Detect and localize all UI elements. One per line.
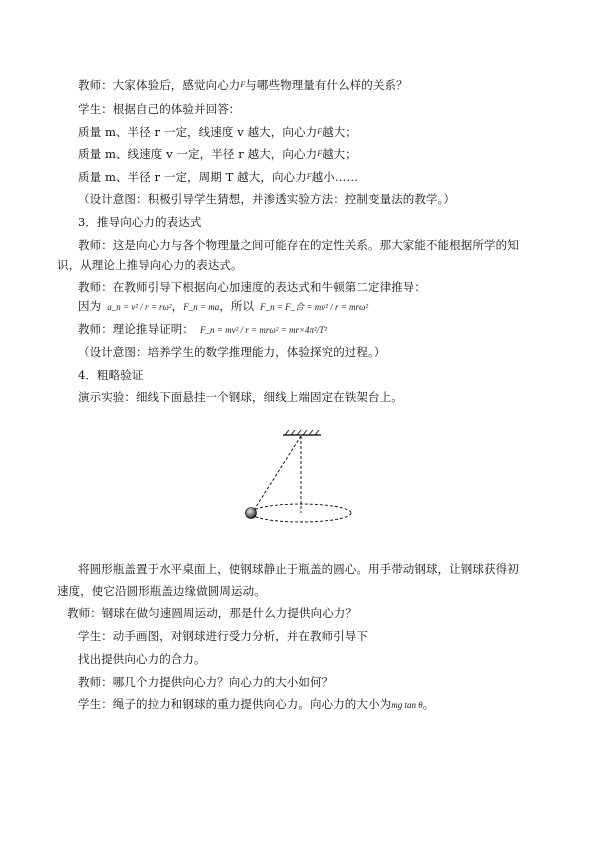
- paragraph-teacher-qualitative-cont: 识，从理论上推导向心力的表达式。: [57, 258, 243, 272]
- paragraph-student-answer: 学生：根据自己的体验并回答：: [78, 102, 241, 116]
- paragraph-teacher-ask-force: 教师：钢球在做匀速圆周运动，那是什么力提供向心力？: [67, 606, 357, 620]
- steel-ball: [246, 508, 257, 519]
- design-intent-1: （设计意图：积极引导学生猜想，并渗透实验方法：控制变量法的教学。）: [78, 192, 456, 206]
- paragraph-because: 因为 a_n = v² / r = rω²，F_n = ma，所以 F_n = F_合 = mv² / r = mrω²: [78, 299, 369, 313]
- conical-pendulum-diagram: [240, 430, 360, 530]
- paragraph-relation-2: 质量 m、线速度 v 一定，半径 r 越大，向心力F越大；: [78, 147, 357, 161]
- design-intent-2: （设计意图：培养学生的数学推理能力，体验探究的过程。）: [78, 345, 386, 359]
- formula-Fn-sum: F_n = F_合 = mv² / r = mrω²: [260, 302, 369, 312]
- formula-an: a_n = v² / r = rω²: [107, 302, 172, 312]
- paragraph-teacher-question: [78, 78, 408, 92]
- ceiling-support: [283, 430, 321, 435]
- paragraph-experiment: 将圆形瓶盖置于水平桌面上，使钢球静止于瓶盖的圆心。用手带动钢球，让钢球获得初: [78, 562, 519, 576]
- paragraph-relation-1: 质量 m、半径 r 一定，线速度 v 越大，向心力F越大；: [78, 125, 357, 139]
- section-heading-3: 3．推导向心力的表达式: [78, 215, 202, 229]
- text: 与哪些物理量有什么样的关系？: [245, 78, 408, 92]
- formula-F: F: [317, 127, 323, 136]
- formula-Fn-ma: F_n = ma: [183, 302, 220, 312]
- formula-mg-tan: mg tan θ: [391, 700, 423, 710]
- formula-Fn-full: F_n = mv² / r = mrω² = mr×4π²/T²: [200, 325, 327, 335]
- paragraph-experiment-cont: 速度，使它沿圆形瓶盖边缘做圆周运动。: [57, 584, 266, 598]
- paragraph-teacher-derive: 教师：在教师引导下根据向心加速度的表达式和牛顿第二定律推导：: [78, 280, 426, 294]
- paragraph-student-conclusion: 学生：绳子的拉力和钢球的重力提供向心力。向心力的大小为mg tan θ。: [78, 697, 435, 711]
- formula-F: F: [317, 149, 323, 158]
- paragraph-student-draw-cont: 找出提供向心力的合力。: [78, 652, 206, 666]
- text: 教师：大家体验后，感觉向心力: [78, 78, 241, 92]
- paragraph-student-draw: 学生：动手画图，对钢球进行受力分析，并在教师引导下: [78, 629, 368, 643]
- paragraph-relation-3: 质量 m、半径 r 一定，周期 T 越大，向心力F越小……: [78, 170, 359, 184]
- formula-F: F: [240, 80, 246, 89]
- paragraph-theory-proof: 教师：理论推导证明： F_n = mv² / r = mrω² = mr×4π²/T²: [78, 322, 327, 336]
- paragraph-teacher-ask-magnitude: 教师：哪几个力提供向心力？向心力的大小如何？: [78, 675, 334, 689]
- paragraph-teacher-qualitative: 教师：这是向心力与各个物理量之间可能存在的定性关系。那大家能不能根据所学的知: [78, 238, 519, 252]
- string-line: [254, 436, 301, 510]
- formula-F: F: [306, 172, 312, 181]
- paragraph-demo: 演示实验：细线下面悬挂一个钢球，细线上端固定在铁架台上。: [78, 390, 403, 404]
- section-heading-4: 4．粗略验证: [78, 368, 144, 382]
